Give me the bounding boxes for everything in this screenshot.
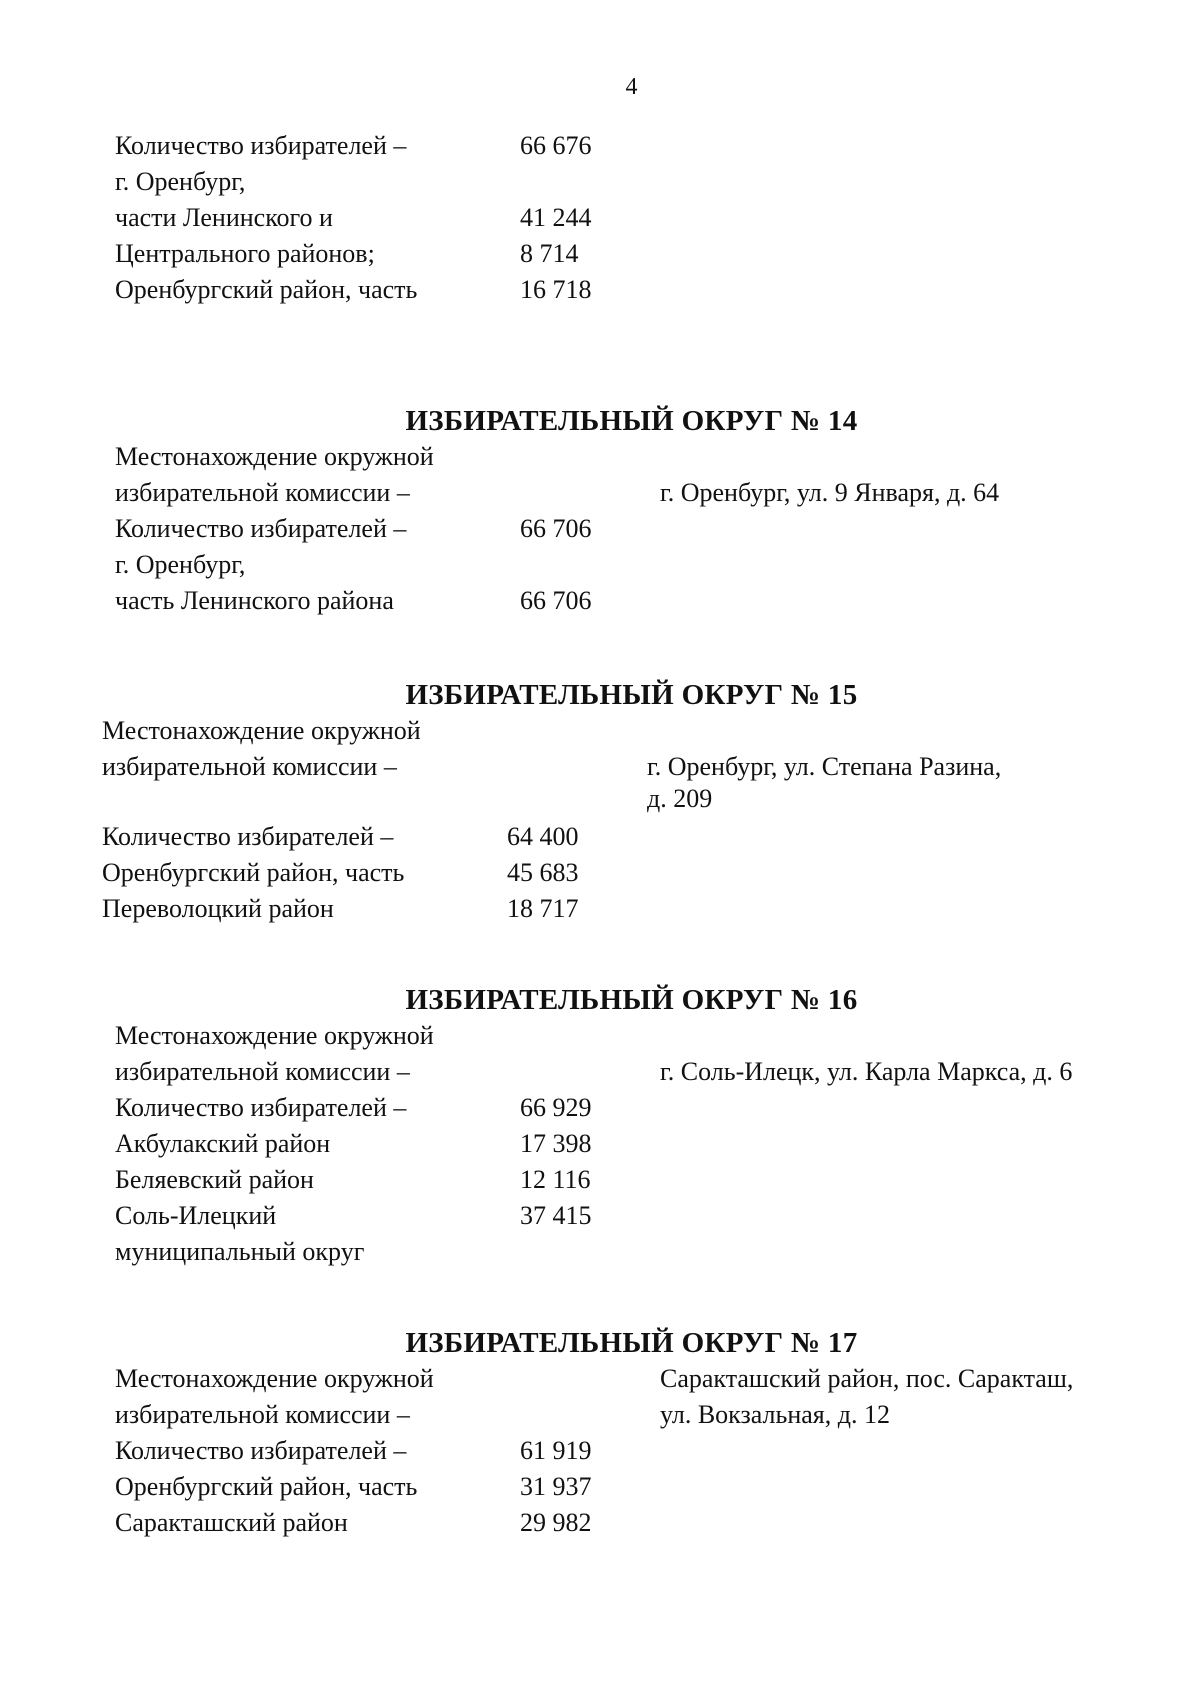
district-title: ИЗБИРАТЕЛЬНЫЙ ОКРУГ № 14 bbox=[405, 405, 858, 437]
row-value: 66 706 bbox=[520, 586, 592, 615]
commission-label: Местонахождение окружной bbox=[102, 716, 421, 745]
row-label: муниципальный округ bbox=[115, 1237, 365, 1266]
row-label: г. Оренбург, bbox=[115, 167, 246, 196]
commission-label: избирательной комиссии – bbox=[115, 478, 410, 507]
row-label: Оренбургский район, часть bbox=[102, 858, 405, 887]
row-label: г. Оренбург, bbox=[115, 550, 246, 579]
row-label: Количество избирателей – bbox=[102, 822, 394, 851]
commission-label: Местонахождение окружной bbox=[115, 442, 434, 471]
row-label: Количество избирателей – bbox=[115, 514, 407, 543]
commission-label: избирательной комиссии – bbox=[102, 752, 397, 781]
row-value: 31 937 bbox=[520, 1472, 592, 1501]
row-label: Переволоцкий район bbox=[102, 894, 334, 923]
row-value: 45 683 bbox=[507, 858, 579, 887]
commission-address: г. Оренбург, ул. Степана Разина, bbox=[647, 752, 1002, 781]
district-title: ИЗБИРАТЕЛЬНЫЙ ОКРУГ № 15 bbox=[405, 679, 858, 711]
row-value: 64 400 bbox=[507, 822, 579, 851]
row-label: Оренбургский район, часть bbox=[115, 1472, 418, 1501]
commission-label: Местонахождение окружной bbox=[115, 1364, 434, 1393]
commission-address: г. Оренбург, ул. 9 Января, д. 64 bbox=[660, 478, 1000, 507]
row-value: 18 717 bbox=[507, 894, 579, 923]
page-number: 4 bbox=[625, 74, 638, 100]
commission-address: ул. Вокзальная, д. 12 bbox=[660, 1400, 890, 1429]
row-value: 66 929 bbox=[520, 1093, 592, 1122]
row-value: 66 676 bbox=[520, 131, 592, 160]
row-label: Количество избирателей – bbox=[115, 1093, 407, 1122]
district-title: ИЗБИРАТЕЛЬНЫЙ ОКРУГ № 16 bbox=[405, 984, 858, 1016]
row-label: Количество избирателей – bbox=[115, 131, 407, 160]
row-value: 41 244 bbox=[520, 203, 592, 232]
commission-label: Местонахождение окружной bbox=[115, 1021, 434, 1050]
row-label: Центрального районов; bbox=[115, 239, 375, 268]
commission-address: г. Соль-Илецк, ул. Карла Маркса, д. 6 bbox=[660, 1057, 1073, 1086]
row-label: Акбулакский район bbox=[115, 1129, 331, 1158]
commission-address: Саракташский район, пос. Саракташ, bbox=[660, 1364, 1074, 1393]
row-value: 12 116 bbox=[520, 1165, 591, 1194]
row-value: 16 718 bbox=[520, 275, 592, 304]
row-label: Саракташский район bbox=[115, 1508, 348, 1537]
row-value: 8 714 bbox=[520, 239, 579, 268]
district-title: ИЗБИРАТЕЛЬНЫЙ ОКРУГ № 17 bbox=[405, 1327, 858, 1359]
row-value: 37 415 bbox=[520, 1201, 592, 1230]
row-label: части Ленинского и bbox=[115, 203, 333, 232]
row-label: Беляевский район bbox=[115, 1165, 314, 1194]
row-value: 61 919 bbox=[520, 1436, 592, 1465]
row-label: Соль-Илецкий bbox=[115, 1201, 277, 1230]
commission-label: избирательной комиссии – bbox=[115, 1400, 410, 1429]
row-value: 17 398 bbox=[520, 1129, 592, 1158]
commission-label: избирательной комиссии – bbox=[115, 1057, 410, 1086]
commission-address: д. 209 bbox=[647, 784, 713, 813]
row-label: часть Ленинского района bbox=[115, 586, 394, 615]
row-value: 29 982 bbox=[520, 1508, 592, 1537]
row-label: Оренбургский район, часть bbox=[115, 275, 418, 304]
row-label: Количество избирателей – bbox=[115, 1436, 407, 1465]
row-value: 66 706 bbox=[520, 514, 592, 543]
